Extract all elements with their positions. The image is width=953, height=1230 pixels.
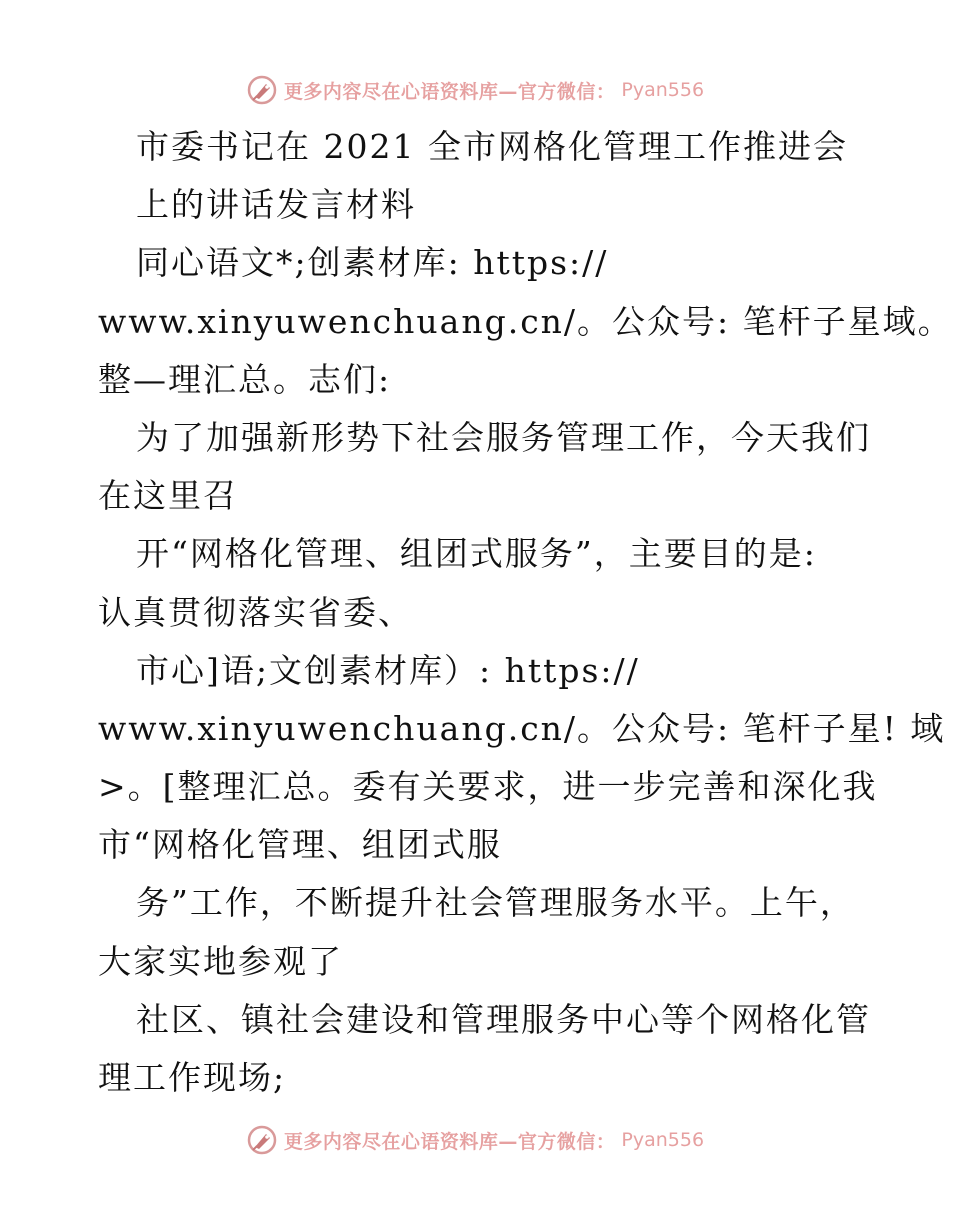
banner-wechat-id: Pyan556 [621, 1129, 705, 1151]
text-line: 社区、镇社会建设和管理服务中心等个网格化管 [136, 999, 871, 1039]
banner-text: 更多内容尽在心语资料库—官方微信： [283, 1130, 616, 1153]
header-watermark-banner [0, 70, 950, 110]
text-line: 认真贯彻落实省委、 [98, 592, 413, 632]
pen-nib-logo-icon [246, 74, 278, 106]
text-line: 理工作现场; [98, 1058, 287, 1097]
text-line: www.xinyuwenchuang.cn/。公众号: 笔杆子星域。 [98, 301, 953, 341]
text-line: >。[整理汇总。委有关要求，进一步完善和深化我 [98, 767, 878, 807]
text-line: 市“网格化管理、组团式服 [98, 825, 502, 865]
text-line: 开“网格化管理、组团式服务”，主要目的是: [136, 534, 817, 574]
footer-watermark-banner [0, 1120, 950, 1160]
text-line: 市心]语;文创素材库）: https:// [136, 650, 640, 690]
text-line: 务”工作，不断提升社会管理服务水平。上午， [136, 883, 855, 923]
text-line: 大家实地参观了 [98, 941, 343, 981]
title-line-2: 上的讲话发言材料 [136, 185, 416, 225]
text-line: 整—理汇总。志们: [98, 359, 392, 399]
pen-nib-logo-icon [246, 1124, 278, 1156]
text-line: 同心语文*;创素材库: https:// [136, 243, 609, 283]
text-line: 在这里召 [98, 476, 238, 516]
title-line-1: 市委书记在 2021 全市网格化管理工作推进会 [136, 127, 848, 166]
banner-text: 更多内容尽在心语资料库—官方微信： [283, 80, 616, 103]
banner-wechat-id: Pyan556 [621, 79, 705, 101]
document-body [98, 118, 953, 1107]
text-line: 为了加强新形势下社会服务管理工作，今天我们 [136, 417, 871, 457]
text-line: www.xinyuwenchuang.cn/。公众号: 笔杆子星! 域 [98, 708, 946, 748]
